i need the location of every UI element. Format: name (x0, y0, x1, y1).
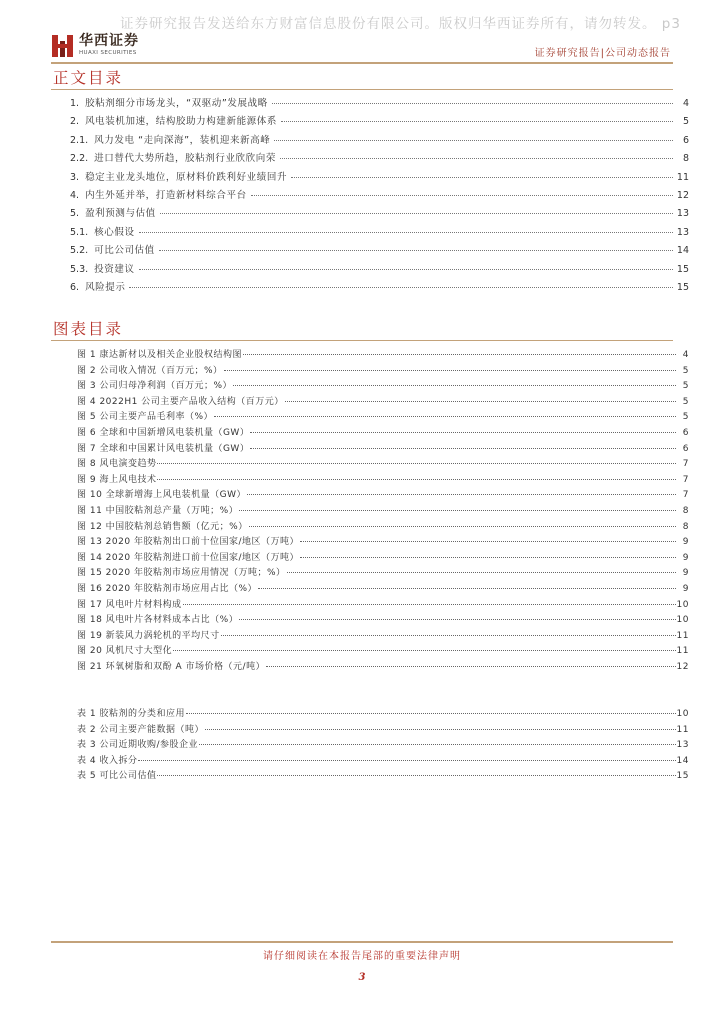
toc-entry-page: 13 (676, 226, 689, 238)
toc-entry[interactable] (70, 95, 689, 113)
dot-leader (157, 775, 675, 776)
dot-leader (239, 619, 675, 620)
figure-entry-page: 4 (682, 350, 689, 360)
toc-entry-text: 风险提示 (85, 281, 126, 293)
dot-leader (233, 385, 676, 386)
figure-entry-page: 7 (682, 474, 689, 485)
figure-entry-page: 10 (676, 599, 689, 610)
toc-entry-text: 稳定主业龙头地位，原材料价跌利好业绩回升 (85, 171, 288, 183)
table-entry-page: 14 (676, 755, 689, 766)
toc-entry-number: 5.2. (70, 245, 89, 257)
toc-entry-number: 5. (70, 208, 80, 220)
figure-entry-label: 图 20 风机尺寸大型化 (77, 646, 173, 657)
figure-entry[interactable] (77, 472, 689, 488)
toc-entry-page: 8 (682, 153, 689, 165)
figure-entry-page: 6 (682, 427, 689, 438)
toc-entry[interactable] (70, 132, 689, 150)
figure-list (77, 347, 689, 674)
figure-entry[interactable] (77, 363, 689, 379)
toc-entry-page: 11 (676, 171, 689, 183)
figure-entry[interactable] (77, 628, 689, 644)
toc-entry[interactable] (70, 205, 689, 223)
toc-entry-text: 盈利预测与估值 (85, 208, 156, 220)
toc-entry-page: 12 (676, 189, 689, 201)
toc-entry-text: 投资建议 (94, 263, 135, 275)
toc-entry-number: 2. (70, 116, 80, 128)
toc-list (70, 95, 689, 297)
figure-entry-page: 5 (682, 396, 689, 407)
toc-entry[interactable] (70, 261, 689, 279)
toc-entry-page: 6 (682, 134, 689, 146)
table-entry-label: 表 2 公司主要产能数据（吨） (77, 724, 204, 735)
dot-leader (280, 158, 673, 159)
dot-leader (287, 572, 677, 573)
figure-entry[interactable] (77, 581, 689, 597)
figure-entry-page: 10 (676, 615, 689, 626)
figure-entry[interactable] (77, 347, 689, 363)
toc-entry[interactable] (70, 169, 689, 187)
figure-entry-label: 图 21 环氧树脂和双酚 A 市场价格（元/吨） (77, 661, 266, 672)
figure-entry-label: 图 4 2022H1 公司主要产品收入结构（百万元） (77, 396, 284, 407)
figure-entry[interactable] (77, 456, 689, 472)
toc-entry-text: 可比公司估值 (94, 245, 155, 257)
dot-leader (243, 354, 676, 355)
figure-entry-page: 7 (682, 459, 689, 470)
figure-entry-page: 5 (682, 412, 689, 423)
figure-entry-label: 图 9 海上风电技术 (77, 474, 157, 485)
dot-leader (281, 121, 673, 122)
table-entry-label: 表 5 可比公司估值 (77, 771, 157, 782)
toc-entry-page: 5 (682, 116, 689, 128)
dot-leader (157, 463, 676, 464)
figure-entry[interactable] (77, 534, 689, 550)
toc-entry-number: 2.1. (70, 134, 89, 146)
figure-entry-label: 图 8 风电演变趋势 (77, 459, 157, 470)
figure-entry[interactable] (77, 503, 689, 519)
figure-entry[interactable] (77, 565, 689, 581)
figure-entry[interactable] (77, 409, 689, 425)
table-entry-label: 表 3 公司近期收购/参股企业 (77, 740, 198, 751)
figure-entry-label: 图 16 2020 年胶粘剂市场应用占比（%） (77, 583, 257, 594)
toc-entry[interactable] (70, 113, 689, 131)
toc-entry-text: 进口替代大势所趋，胶粘剂行业欣欣向荣 (94, 153, 276, 165)
figure-entry-label: 图 10 全球新增海上风电装机量（GW） (77, 490, 247, 501)
dot-leader (251, 195, 673, 196)
figure-entry-page: 11 (676, 646, 689, 657)
logo-cn-text: 华西证券 (79, 33, 139, 49)
dot-leader (129, 287, 672, 288)
dot-leader (160, 213, 673, 214)
toc-entry[interactable] (70, 150, 689, 168)
dot-leader (239, 510, 676, 511)
toc-entry-number: 1. (70, 98, 80, 109)
figures-title-divider (51, 340, 673, 341)
dot-leader (250, 448, 676, 449)
dot-leader (300, 557, 676, 558)
dot-leader (214, 416, 676, 417)
table-entry-label: 表 1 胶粘剂的分类和应用 (77, 709, 185, 719)
figure-entry-label: 图 18 风电叶片各材料成本占比（%） (77, 615, 239, 626)
dot-leader (186, 713, 676, 714)
dot-leader (285, 401, 676, 402)
figures-title: 图表目录 (53, 320, 124, 338)
toc-entry[interactable] (70, 224, 689, 242)
table-entry[interactable] (77, 722, 689, 738)
toc-entry-number: 2.2. (70, 153, 89, 165)
figure-entry[interactable] (77, 659, 689, 675)
logo-en-text: HUAXI SECURITIES (79, 50, 137, 56)
dot-leader (221, 635, 676, 636)
figure-entry-label: 图 15 2020 年胶粘剂市场应用情况（万吨；%） (77, 568, 286, 579)
figure-entry-label: 图 2 公司收入情况（百万元；%） (77, 365, 223, 376)
figure-entry-label: 图 11 中国胶粘剂总产量（万吨；%） (77, 505, 239, 516)
dot-leader (247, 494, 676, 495)
table-entry[interactable] (77, 768, 689, 784)
dot-leader (139, 232, 673, 233)
figure-entry-label: 图 6 全球和中国新增风电装机量（GW） (77, 427, 250, 438)
table-entry-page: 10 (676, 709, 689, 719)
figure-entry-label: 图 7 全球和中国累计风电装机量（GW） (77, 443, 250, 454)
dot-leader (300, 541, 676, 542)
watermark: 证券研究报告发送给东方财富信息股份有限公司。版权归华西证券所有，请勿转发。 p3 (120, 16, 681, 32)
toc-entry-page: 4 (682, 98, 689, 109)
company-logo (51, 33, 139, 59)
dot-leader (157, 479, 676, 480)
table-entry-page: 15 (676, 771, 689, 782)
figure-entry[interactable] (77, 487, 689, 503)
dot-leader (139, 269, 673, 270)
figure-entry-page: 7 (682, 490, 689, 501)
figure-entry[interactable] (77, 441, 689, 457)
table-entry-page: 13 (676, 740, 689, 751)
footer-divider (51, 941, 673, 943)
figure-entry-page: 11 (676, 630, 689, 641)
toc-entry[interactable] (70, 242, 689, 260)
figure-entry-label: 图 14 2020 年胶粘剂进口前十位国家/地区（万吨） (77, 552, 299, 563)
figure-entry-page: 8 (682, 505, 689, 516)
header-divider (51, 62, 673, 64)
dot-leader (224, 370, 676, 371)
figure-entry-page: 5 (682, 365, 689, 376)
toc-title: 正文目录 (53, 69, 124, 87)
figure-entry-label: 图 3 公司归母净利润（百万元；%） (77, 381, 233, 392)
figure-entry-page: 6 (682, 443, 689, 454)
figure-entry[interactable] (77, 643, 689, 659)
figure-entry[interactable] (77, 519, 689, 535)
figure-entry-label: 图 1 康达新材以及相关企业股权结构图 (77, 350, 242, 360)
table-entry[interactable] (77, 737, 689, 753)
dot-leader (266, 666, 675, 667)
legal-notice: 请仔细阅读在本报告尾部的重要法律声明 (263, 951, 461, 962)
toc-entry[interactable] (70, 187, 689, 205)
page-number: 3 (358, 972, 366, 983)
figure-entry[interactable] (77, 425, 689, 441)
table-entry[interactable] (77, 753, 689, 769)
dot-leader (250, 432, 676, 433)
dot-leader (199, 744, 676, 745)
dot-leader (272, 103, 673, 104)
toc-entry-number: 5.3. (70, 263, 89, 275)
figure-entry[interactable] (77, 378, 689, 394)
figure-entry-page: 9 (682, 568, 689, 579)
toc-entry-number: 5.1. (70, 226, 89, 238)
toc-entry-number: 6. (70, 281, 80, 293)
figure-entry[interactable] (77, 550, 689, 566)
table-entry-page: 11 (676, 724, 689, 735)
figure-entry-page: 12 (676, 661, 689, 672)
dot-leader (138, 760, 675, 761)
figure-entry[interactable] (77, 597, 689, 613)
toc-title-divider (51, 89, 673, 90)
figure-entry-page: 9 (682, 552, 689, 563)
figure-entry-page: 9 (682, 537, 689, 548)
table-entry-label: 表 4 收入拆分 (77, 755, 138, 766)
table-entry[interactable] (77, 706, 689, 722)
toc-entry-text: 风力发电 “走向深海”，装机迎来新高峰 (94, 134, 271, 146)
toc-entry-text: 风电装机加速，结构胶助力构建新能源体系 (85, 116, 277, 128)
toc-entry-page: 13 (676, 208, 689, 220)
figure-entry[interactable] (77, 394, 689, 410)
dot-leader (173, 650, 675, 651)
figure-entry-label: 图 19 新装风力涡轮机的平均尺寸 (77, 630, 220, 641)
dot-leader (183, 604, 676, 605)
dot-leader (249, 526, 676, 527)
toc-entry-text: 内生外延并举，打造新材料综合平台 (85, 189, 247, 201)
toc-entry-number: 3. (70, 171, 80, 183)
huaxi-logo-icon (51, 33, 75, 59)
dot-leader (274, 140, 673, 141)
figure-entry-label: 图 12 中国胶粘剂总销售额（亿元；%） (77, 521, 248, 532)
figure-entry-page: 8 (682, 521, 689, 532)
dot-leader (205, 729, 676, 730)
figure-entry-page: 9 (682, 583, 689, 594)
report-type: 证券研究报告|公司动态报告 (534, 48, 671, 59)
dot-leader (291, 177, 673, 178)
toc-entry-text: 核心假设 (94, 226, 135, 238)
toc-entry-page: 15 (676, 263, 689, 275)
dot-leader (258, 588, 676, 589)
figure-entry-label: 图 5 公司主要产品毛利率（%） (77, 412, 214, 423)
toc-entry-text: 胶粘剂细分市场龙头，“双驱动”发展战略 (85, 98, 268, 109)
figure-entry-page: 5 (682, 381, 689, 392)
toc-entry-page: 15 (676, 281, 689, 293)
toc-entry[interactable] (70, 279, 689, 297)
dot-leader (159, 250, 673, 251)
figure-entry[interactable] (77, 612, 689, 628)
toc-entry-number: 4. (70, 189, 80, 201)
figure-entry-label: 图 13 2020 年胶粘剂出口前十位国家/地区（万吨） (77, 537, 299, 548)
table-list (77, 706, 689, 784)
figure-entry-label: 图 17 风电叶片材料构成 (77, 599, 182, 610)
toc-entry-page: 14 (676, 245, 689, 257)
